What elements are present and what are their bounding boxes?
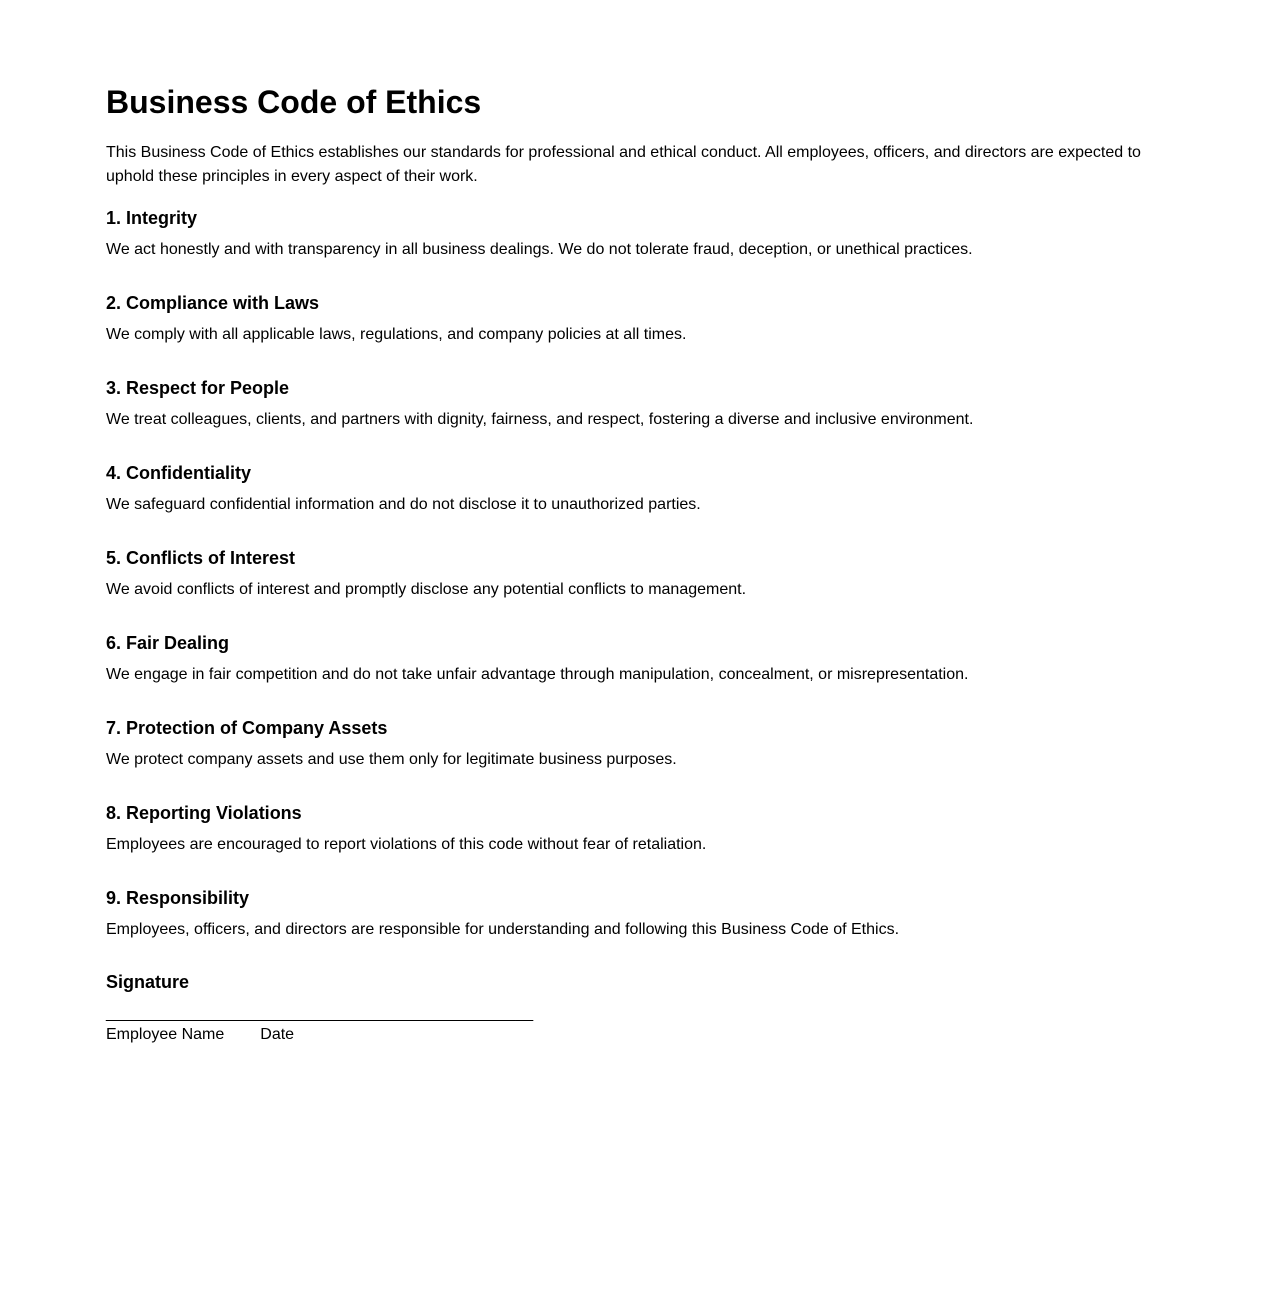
section-reporting xyxy=(106,801,1166,857)
section-assets xyxy=(106,716,1166,772)
section-heading: 3. Respect for People xyxy=(106,378,290,398)
section-body: Employees are encouraged to report violations of this code without fear of retaliation. xyxy=(106,836,707,853)
section-integrity xyxy=(106,206,1166,262)
section-fair-dealing xyxy=(106,631,1166,687)
section-heading: 4. Confidentiality xyxy=(106,463,252,483)
section-body: Employees, officers, and directors are responsible for understanding and following this Business Code of Ethics. xyxy=(106,921,900,938)
section-body: We comply with all applicable laws, regulations, and company policies at all times. xyxy=(106,326,687,343)
signature-line: ________________________________________________ xyxy=(106,1005,534,1022)
date-label: Date xyxy=(260,1026,295,1043)
signature-block xyxy=(106,970,533,1046)
signature-labels xyxy=(106,1024,533,1046)
section-heading: 5. Conflicts of Interest xyxy=(106,548,296,568)
section-heading: 6. Fair Dealing xyxy=(106,633,230,653)
section-heading: 7. Protection of Company Assets xyxy=(106,718,388,738)
section-responsibility xyxy=(106,886,1166,942)
section-body: We treat colleagues, clients, and partners with dignity, fairness, and respect, fostering a diverse and inclusive environment. xyxy=(106,411,974,428)
document-title: Business Code of Ethics xyxy=(106,84,482,120)
intro-paragraph: This Business Code of Ethics establishes our standards for professional and ethical conduct. All employees, officers, and directors are expected to uphold these principles in every aspect of their work. xyxy=(106,144,1141,185)
section-body: We avoid conflicts of interest and promptly disclose any potential conflicts to management. xyxy=(106,581,747,598)
section-confidentiality xyxy=(106,461,1166,517)
section-body: We safeguard confidential information and do not disclose it to unauthorized parties. xyxy=(106,496,701,513)
section-body: We protect company assets and use them only for legitimate business purposes. xyxy=(106,751,677,768)
section-conflicts xyxy=(106,546,1166,602)
section-heading: 2. Compliance with Laws xyxy=(106,293,320,313)
section-compliance xyxy=(106,291,1166,347)
employee-name-label: Employee Name xyxy=(106,1026,225,1043)
signature-heading: Signature xyxy=(106,972,190,992)
section-heading: 8. Reporting Violations xyxy=(106,803,302,823)
section-body: We engage in fair competition and do not take unfair advantage through manipulation, concealment, or misrepresentation. xyxy=(106,666,969,683)
section-heading: 1. Integrity xyxy=(106,208,198,228)
section-body: We act honestly and with transparency in all business dealings. We do not tolerate fraud, deception, or unethical practices. xyxy=(106,241,973,258)
section-heading: 9. Responsibility xyxy=(106,888,250,908)
section-respect xyxy=(106,376,1166,432)
